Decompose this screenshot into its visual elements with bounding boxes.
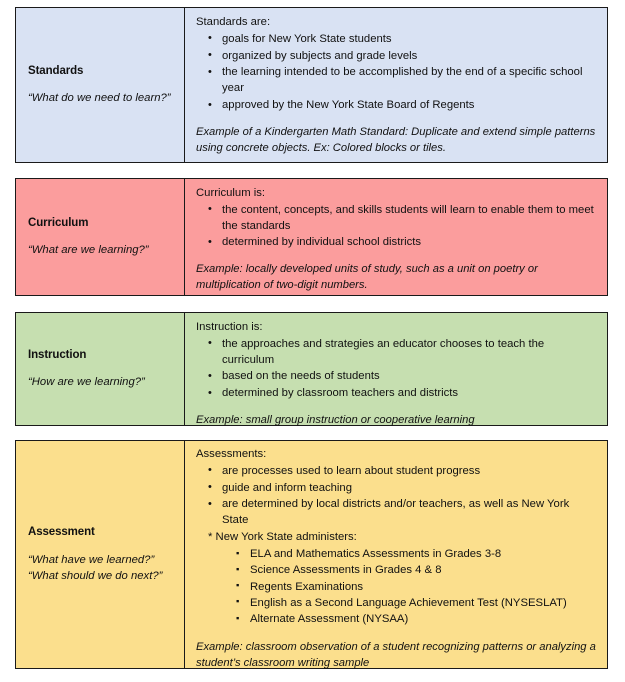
card-standards-detail-cell bbox=[185, 8, 607, 162]
card-instruction-question-1: “How are we learning?” bbox=[28, 376, 145, 389]
list-item: • determined by individual school districts bbox=[196, 235, 597, 251]
list-item: • determined by classroom teachers and districts bbox=[196, 386, 597, 402]
list-item: ▪ Science Assessments in Grades 4 & 8 bbox=[196, 562, 597, 578]
card-instruction-term: Instruction bbox=[28, 348, 87, 361]
card-curriculum-question-1: “What are we learning?” bbox=[28, 244, 149, 257]
card-curriculum-lead: Curriculum is: bbox=[196, 187, 266, 199]
list-item: • the content, concepts, and skills students will learn to enable them to meet the standards bbox=[196, 203, 597, 235]
card-instruction-term-cell bbox=[16, 313, 185, 425]
card-assessment-term: Assessment bbox=[28, 526, 95, 539]
card-standards-term: Standards bbox=[28, 64, 84, 77]
list-item: ▪ Regents Examinations bbox=[196, 579, 597, 595]
list-item: ▪ English as a Second Language Achievement Test (NYSESLAT) bbox=[196, 595, 597, 611]
card-assessment-example: Example: classroom observation of a student recognizing patterns or analyzing a student’s classroom writing sample bbox=[196, 640, 596, 669]
list-item: • the learning intended to be accomplished by the end of a specific school year bbox=[196, 65, 597, 97]
card-standards-term-cell bbox=[16, 8, 185, 162]
list-item: • are determined by local districts and/or teachers, as well as New York State bbox=[196, 497, 597, 529]
card-curriculum-detail-cell bbox=[185, 179, 607, 295]
card-standards-question-1: “What do we need to learn?” bbox=[28, 92, 171, 105]
card-curriculum-term: Curriculum bbox=[28, 216, 89, 229]
list-item: • are processes used to learn about student progress bbox=[196, 464, 597, 480]
card-standards-bullet-list bbox=[196, 32, 597, 116]
card-instruction-bullet-list bbox=[196, 337, 597, 404]
list-item: • guide and inform teaching bbox=[196, 481, 597, 497]
card-assessment-detail-cell bbox=[185, 441, 607, 668]
list-item: • based on the needs of students bbox=[196, 369, 597, 385]
card-instruction-example: Example: small group instruction or cooperative learning bbox=[196, 414, 475, 427]
card-assessment-term-cell bbox=[16, 441, 185, 668]
card-curriculum-example: Example: locally developed units of study, such as a unit on poetry or multiplication of two-digit numbers. bbox=[196, 263, 538, 292]
card-instruction-lead: Instruction is: bbox=[196, 321, 263, 333]
card-curriculum-term-cell bbox=[16, 179, 185, 295]
card-assessment-note: * New York State administers: bbox=[208, 531, 357, 544]
card-assessment-lead: Assessments: bbox=[196, 448, 267, 460]
card-standards bbox=[15, 7, 608, 163]
list-item: • organized by subjects and grade levels bbox=[196, 49, 597, 65]
list-item: • approved by the New York State Board of Regents bbox=[196, 98, 597, 114]
list-item: • the approaches and strategies an educator chooses to teach the curriculum bbox=[196, 337, 597, 369]
card-assessment-question-2: “What should we do next?” bbox=[28, 569, 163, 582]
card-assessment-bullet-list bbox=[196, 464, 597, 531]
list-item: ▪ ELA and Mathematics Assessments in Grades 3-8 bbox=[196, 546, 597, 562]
card-standards-example: Example of a Kindergarten Math Standard: Duplicate and extend simple patterns using concrete objects. Ex: Colored blocks or tiles. bbox=[196, 126, 596, 155]
list-item: ▪ Alternate Assessment (NYSAA) bbox=[196, 611, 597, 627]
card-instruction bbox=[15, 312, 608, 426]
list-item: • goals for New York State students bbox=[196, 32, 597, 48]
card-assessment-question-1: “What have we learned?” bbox=[28, 553, 155, 566]
card-curriculum bbox=[15, 178, 608, 296]
card-assessment bbox=[15, 440, 608, 669]
card-curriculum-bullet-list bbox=[196, 203, 597, 253]
card-instruction-detail-cell bbox=[185, 313, 607, 425]
card-assessment-subbullet-list bbox=[196, 546, 597, 627]
card-standards-lead: Standards are: bbox=[196, 16, 271, 28]
